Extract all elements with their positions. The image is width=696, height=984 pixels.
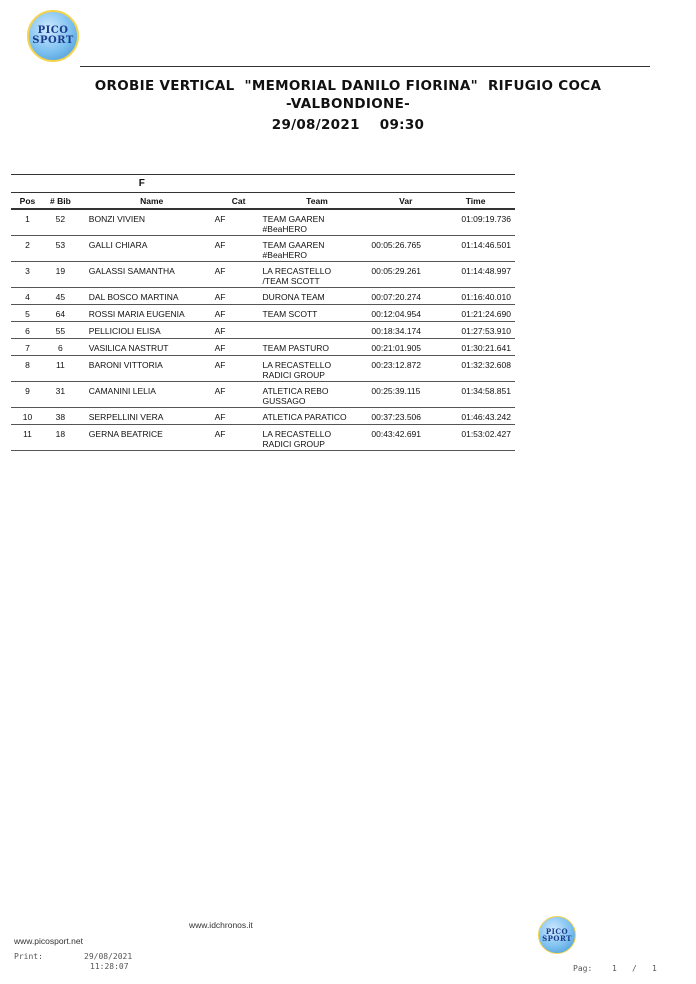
logo-text-top: PICO [37,25,69,36]
team-line: LA RECASTELLO [262,265,332,276]
result-name: GALASSI SAMANTHA [77,261,215,287]
result-time: 01:27:53.910 [440,321,515,338]
race-location: -VALBONDIONE- [286,96,410,112]
result-team [263,338,372,355]
page-current: 1 [612,964,617,973]
result-row [11,355,515,381]
result-bib: 45 [44,287,77,304]
header-team: Team [263,193,372,210]
header-name: Name [77,193,215,210]
result-name: VASILICA NASTRUT [77,338,215,355]
result-name: GERNA BEATRICE [77,424,215,450]
result-bib: 19 [44,261,77,287]
result-time: 01:32:32.608 [440,355,515,381]
team-line: GUSSAGO [262,395,306,406]
result-row [11,235,515,261]
result-name: ROSSI MARIA EUGENIA [77,304,215,321]
result-team [263,261,372,287]
result-name: DAL BOSCO MARTINA [77,287,215,304]
result-time: 01:14:48.997 [440,261,515,287]
result-row [11,209,515,235]
idchronos-url: www.idchronos.it [189,920,253,930]
result-bib: 18 [44,424,77,450]
result-pos: 11 [11,424,44,450]
team-line: #BeaHERO [262,224,307,234]
result-bib: 38 [44,407,77,424]
result-cat: AF [215,424,263,450]
result-var: 00:18:34.174 [371,321,440,338]
result-time: 01:14:46.501 [440,235,515,261]
team-line: RADICI GROUP [262,438,325,449]
result-bib: 55 [44,321,77,338]
team-line: TEAM SCOTT [262,308,318,319]
result-team [263,424,372,450]
result-var: 00:21:01.905 [371,338,440,355]
result-pos: 8 [11,355,44,381]
result-pos: 10 [11,407,44,424]
result-row [11,261,515,287]
result-row [11,407,515,424]
result-time: 01:21:24.690 [440,304,515,321]
result-cat: AF [215,355,263,381]
result-time: 01:53:02.427 [440,424,515,450]
result-cat: AF [215,235,263,261]
result-pos: 4 [11,287,44,304]
logo-small-text-bottom: SPORT [542,934,572,943]
result-team [263,287,372,304]
result-cat: AF [215,304,263,321]
result-cat: AF [215,338,263,355]
result-team [263,381,372,407]
result-row [11,424,515,450]
result-team [263,235,372,261]
result-row [11,321,515,338]
result-var: 00:05:29.261 [371,261,440,287]
result-team [263,321,372,338]
header-time: Time [440,193,515,210]
result-time: 01:16:40.010 [440,287,515,304]
result-row [11,287,515,304]
result-var: 00:12:04.954 [371,304,440,321]
header-pos: Pos [11,193,44,210]
category-label: F [77,175,215,193]
result-team [263,209,372,235]
result-name: GALLI CHIARA [77,235,215,261]
team-line: ATLETICA PARATICO [262,411,347,422]
result-cat: AF [215,287,263,304]
result-cat: AF [215,407,263,424]
result-pos: 9 [11,381,44,407]
result-time: 01:30:21.641 [440,338,515,355]
result-pos: 6 [11,321,44,338]
result-bib: 53 [44,235,77,261]
result-bib: 11 [44,355,77,381]
result-row [11,381,515,407]
result-pos: 2 [11,235,44,261]
result-bib: 6 [44,338,77,355]
result-var [371,209,440,235]
result-var: 00:07:20.274 [371,287,440,304]
header-cat: Cat [215,193,263,210]
result-name: SERPELLINI VERA [77,407,215,424]
team-line: RADICI GROUP [262,369,325,380]
result-pos: 1 [11,209,44,235]
page-separator: / [632,964,637,973]
team-line: TEAM PASTURO [262,342,329,353]
result-row [11,304,515,321]
result-var: 00:25:39.115 [371,381,440,407]
result-row [11,338,515,355]
team-line: #BeaHERO [262,249,307,260]
race-datetime: 29/08/2021 09:30 [271,117,425,133]
result-team [263,304,372,321]
print-label: Print: [14,952,43,961]
race-title: OROBIE VERTICAL "MEMORIAL DANILO FIORINA" RIFUGIO COCA [94,78,602,94]
team-line: LA RECASTELLO [262,428,332,439]
result-pos: 5 [11,304,44,321]
team-line: DURONA TEAM [262,291,325,302]
result-pos: 3 [11,261,44,287]
result-pos: 7 [11,338,44,355]
result-cat: AF [215,381,263,407]
team-line: TEAM GAAREN [262,214,325,224]
team-line: LA RECASTELLO [262,359,332,370]
result-name: PELLICIOLI ELISA [77,321,215,338]
result-cat: AF [215,209,263,235]
result-name: BARONI VITTORIA [77,355,215,381]
header-divider [80,66,650,67]
team-line: ATLETICA REBO [262,385,329,396]
page-label: Pag: [573,964,593,973]
page-total: 1 [652,964,657,973]
result-bib: 52 [44,209,77,235]
team-line: TEAM GAAREN [262,239,325,250]
result-var: 00:43:42.691 [371,424,440,450]
picosport-logo-small [538,916,576,954]
logo-small-text-top: PICO [545,927,569,936]
result-team [263,407,372,424]
team-line: /TEAM SCOTT [262,275,320,286]
result-bib: 64 [44,304,77,321]
picosport-logo [27,10,79,62]
result-name: CAMANINI LELIA [77,381,215,407]
table-header-row [11,193,515,210]
result-time: 01:09:19.736 [440,209,515,235]
header-var: Var [371,193,440,210]
result-bib: 31 [44,381,77,407]
result-var: 00:23:12.872 [371,355,440,381]
category-row [11,175,515,193]
results-table [11,174,515,451]
result-cat: AF [215,261,263,287]
result-var: 00:05:26.765 [371,235,440,261]
result-team [263,355,372,381]
picosport-url: www.picosport.net [14,936,83,946]
header-bib: # Bib [44,193,77,210]
result-time: 01:34:58.851 [440,381,515,407]
print-time: 11:28:07 [90,962,129,971]
logo-text-bottom: SPORT [32,35,74,46]
print-date: 29/08/2021 [84,952,133,961]
result-time: 01:46:43.242 [440,407,515,424]
result-var: 00:37:23.506 [371,407,440,424]
result-cat: AF [215,321,263,338]
result-name: BONZI VIVIEN [77,209,215,235]
